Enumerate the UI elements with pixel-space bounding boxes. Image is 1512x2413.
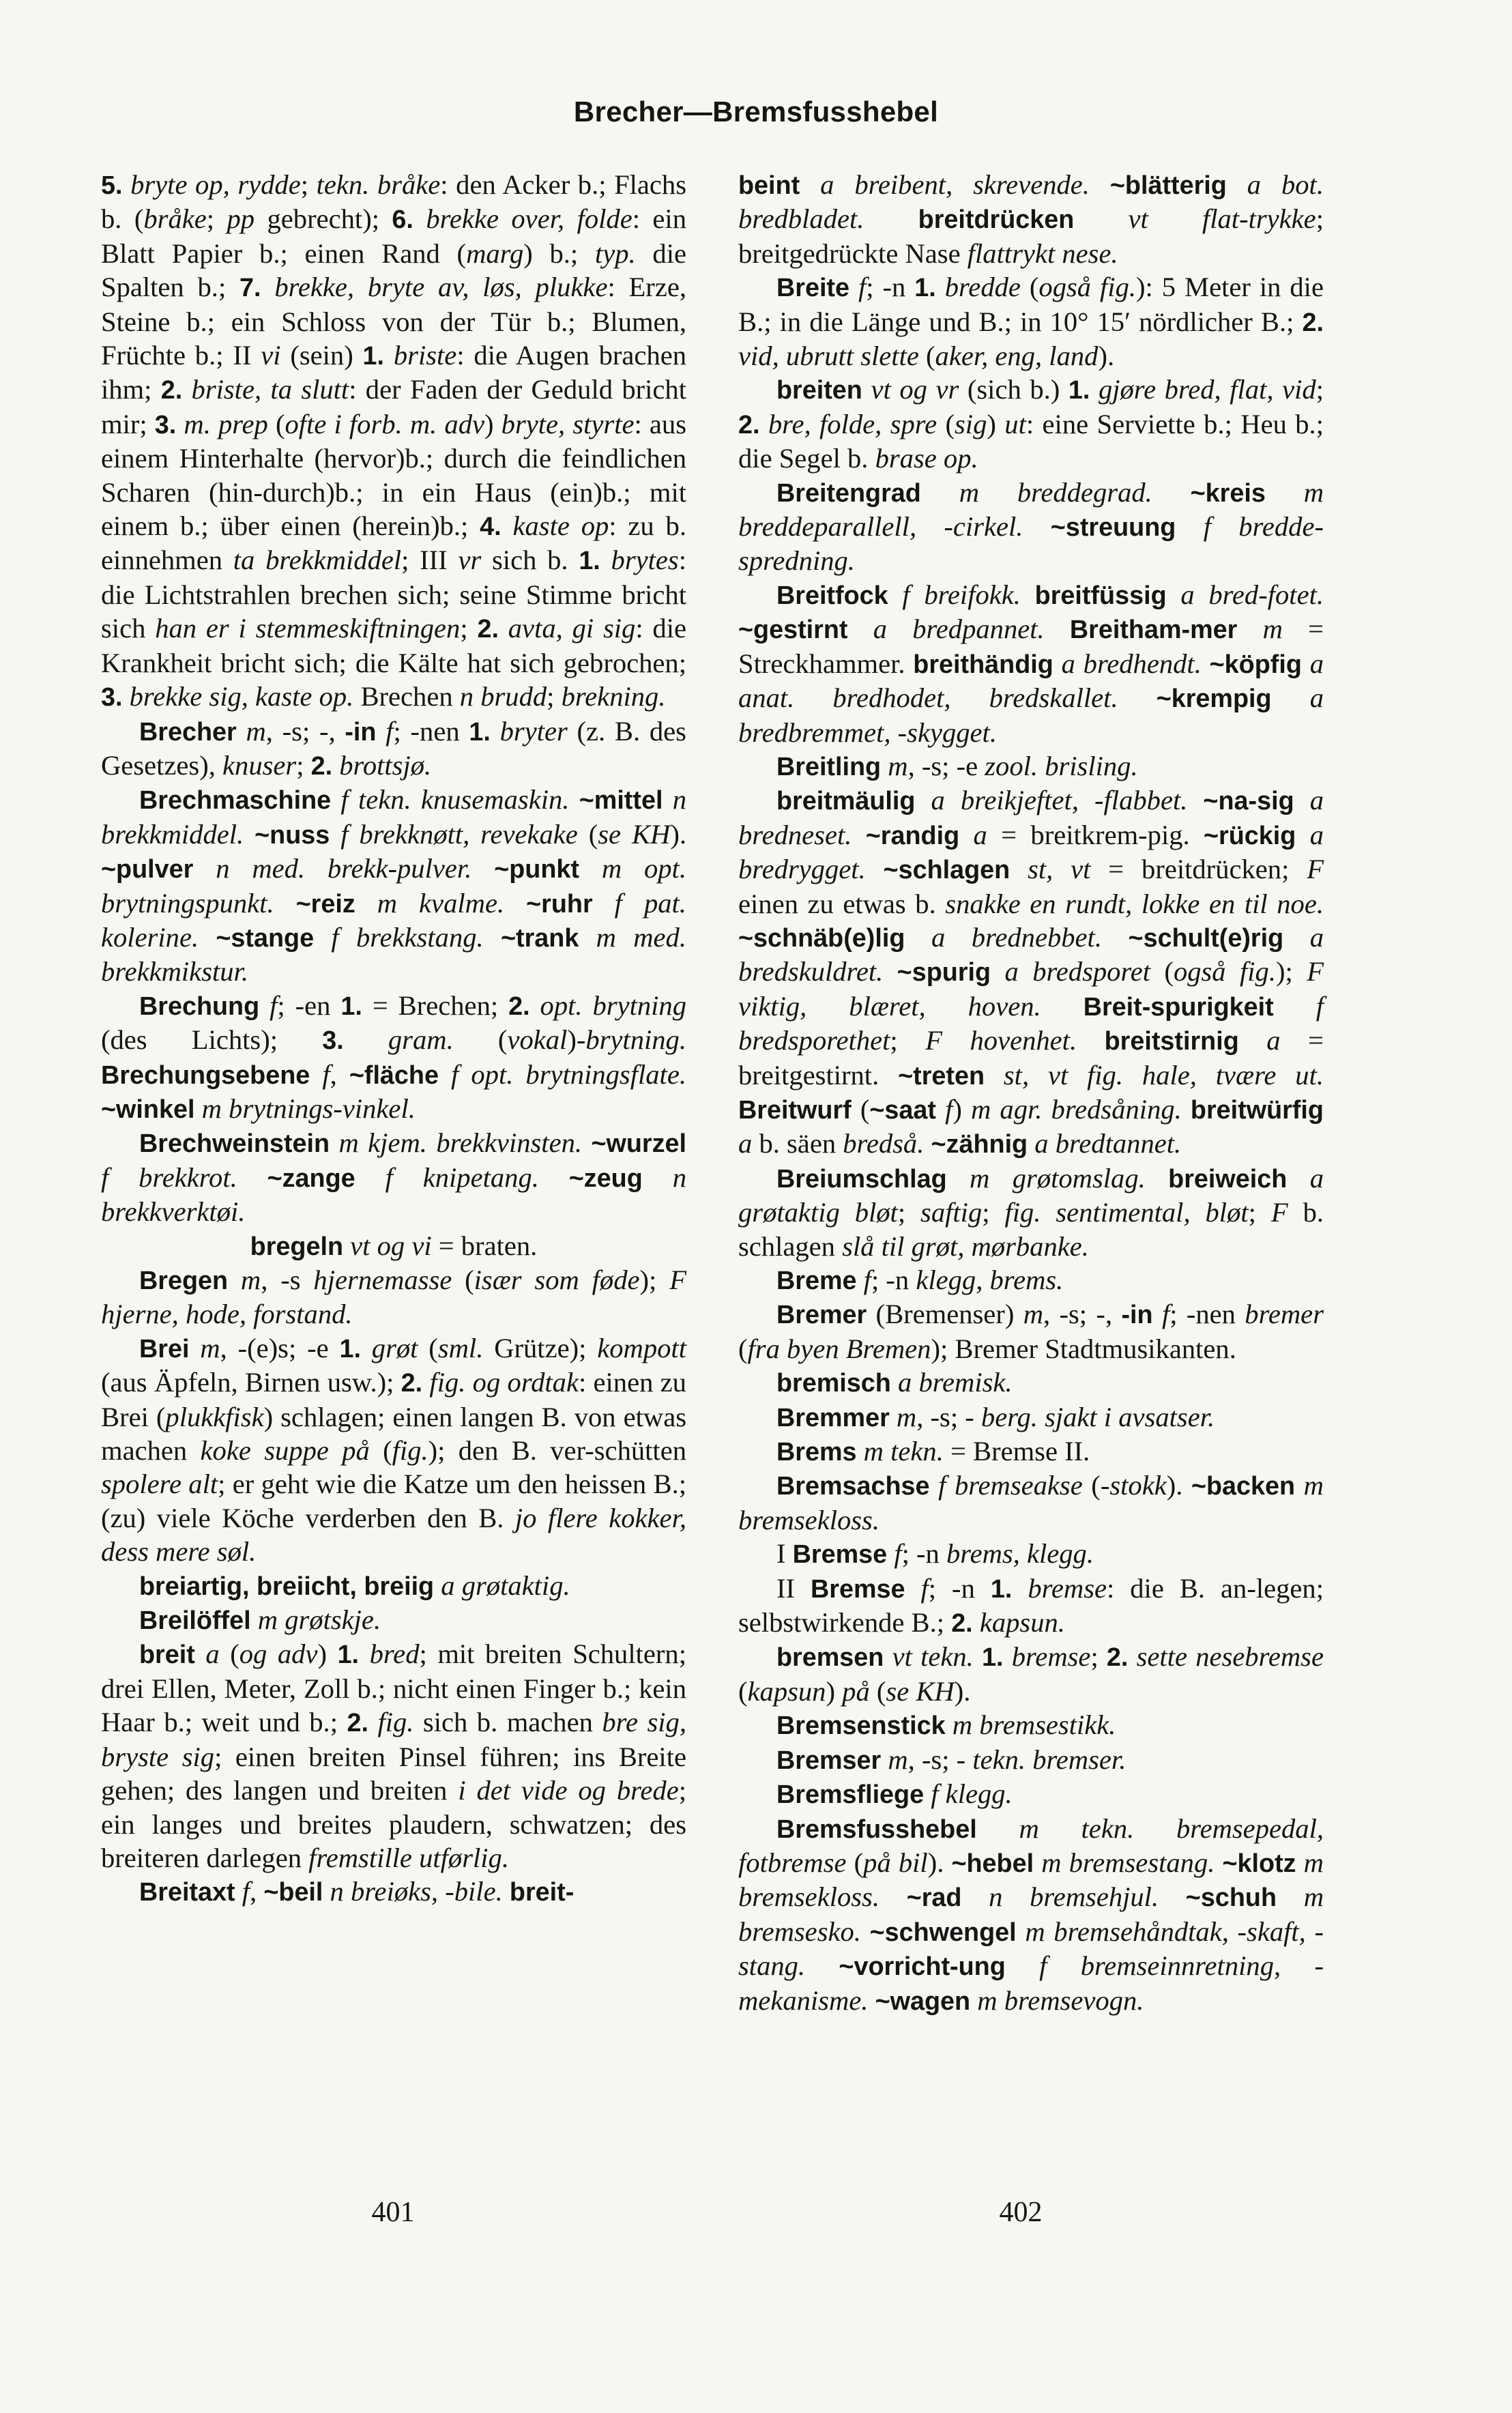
dictionary-entry: Breitfock f breifokk. breitfüssig a bred-fotet. ~gestirnt a bredpannet. Breitham-mer m = Streckhammer. breithändig a bredhendt. ~köpfig a anat. bredhodet, bredskallet. ~krempig a bredbremmet, -skygget. <box>738 579 1324 748</box>
dictionary-entry: bremisch a bremisk. <box>776 1367 1013 1398</box>
dictionary-entry: beint a breibent, skrevende. ~blätterig a bot. bredbladet. breitdrücken vt flat-trykke; breitgedrückte Nase flattrykt nese. <box>738 169 1324 269</box>
dictionary-entry: II Bremse f; -n 1. bremse: die B. an-legen; selbstwirkende B.; 2. kapsun. <box>738 1572 1324 1638</box>
dictionary-entry: breiten vt og vr (sich b.) 1. gjøre bred, flat, vid; 2. bre, folde, spre (sig) ut: eine Serviette b.; Heu b.; die Segel b. brase op. <box>738 374 1324 474</box>
dictionary-entry: Breite f; -n 1. bredde (også fig.): 5 Meter in die B.; in die Länge und B.; in 10° 15′ nördlicher B.; 2. vid, ubrutt slette (aker, eng, land). <box>738 272 1324 372</box>
dictionary-entry: I Bremse f; -n brems, klegg. <box>776 1538 1094 1570</box>
dictionary-entry: Brems m tekn. = Bremse II. <box>776 1436 1090 1467</box>
page-number-right: 402 <box>999 2197 1043 2228</box>
running-header: Brecher—Bremsfusshebel <box>573 96 939 128</box>
dictionary-entry: Bremser m, -s; - tekn. bremser. <box>776 1744 1126 1775</box>
dictionary-entry: Brechmaschine f tekn. knusemaskin. ~mittel n brekkmiddel. ~nuss f brekknøtt, revekake (se KH). ~pulver n med. brekk-pulver. ~punkt m opt. brytningspunkt. ~reiz m kvalme. ~ruhr f pat. kolerine. ~stange f brekkstang. ~trank m med. brekkmikstur. <box>101 784 686 987</box>
dictionary-entry: Breitling m, -s; -e zool. brisling. <box>776 750 1138 781</box>
dictionary-entry: breitmäulig a breikjeftet, -flabbet. ~na-sig a bredneset. ~randig a = breitkrem-pig. ~rückig a bredrygget. ~schlagen st, vt = breitdrücken; F einen zu etwas b. snakke en rundt, lokke en til noe. ~schnäb(e)lig a brednebbet. ~schult(e)rig a bredskuldret. ~spurig a bredsporet (også fig.); F viktig, blæret, hoven. Breit-spurigkeit f bredsporethet; F hovenhet. breitstirnig a = breitgestirnt. ~treten st, vt fig. hale, tvære ut. Breitwurf (~saat f) m agr. bredsåning. breitwürfig a b. säen bredså. ~zähnig a bredtannet. <box>738 785 1324 1159</box>
dictionary-entry: Bremer (Bremenser) m, -s; -, -in f; -nen bremer (fra byen Bremen); Bremer Stadtmusikanten. <box>738 1299 1324 1364</box>
dictionary-entry: Breitengrad m breddegrad. ~kreis m breddeparallell, -cirkel. ~streuung f bredde-spredning. <box>738 476 1324 577</box>
dictionary-entry: Bremsenstick m bremsestikk. <box>776 1709 1116 1741</box>
dictionary-entry: breiartig, breiicht, breiig a grøtaktig. <box>139 1570 570 1601</box>
dictionary-entry: bregeln vt og vi = braten. <box>250 1230 538 1261</box>
right-column <box>738 168 1324 2018</box>
dictionary-entry: Breitaxt f, ~beil n breiøks, -bile. breit- <box>139 1876 575 1907</box>
dictionary-entry: Brei m, -(e)s; -e 1. grøt (sml. Grütze); kompott (aus Äpfeln, Birnen usw.); 2. fig. og ordtak: einen zu Brei (plukkfisk) schlagen; einen langen B. von etwas machen koke suppe på (fig.); den B. ver-schütten spolere alt; er geht wie die Katze um den heissen B.; (zu) viele Köche verderben den B. jo flere kokker, dess mere søl. <box>101 1332 687 1567</box>
left-column <box>101 168 686 1909</box>
dictionary-entry: Bremsfliege f klegg. <box>776 1778 1013 1810</box>
dictionary-entry: Bremmer m, -s; - berg. sjakt i avsatser. <box>776 1401 1215 1432</box>
dictionary-entry: Brechweinstein m kjem. brekkvinsten. ~wurzel f brekkrot. ~zange f knipetang. ~zeug n brekkverktøi. <box>101 1127 686 1228</box>
dictionary-entry: bremsen vt tekn. 1. bremse; 2. sette nesebremse (kapsun) på (se KH). <box>738 1641 1324 1707</box>
dictionary-entry: Breme f; -n klegg, brems. <box>776 1265 1064 1295</box>
dictionary-entry: Bremsachse f bremseakse (-stokk). ~backen m bremsekloss. <box>738 1470 1324 1535</box>
dictionary-entry: Brecher m, -s; -, -in f; -nen 1. bryter (z. B. des Gesetzes), knuser; 2. brottsjø. <box>101 715 686 781</box>
page-number-left: 401 <box>371 2197 415 2228</box>
dictionary-entry: Brechung f; -en 1. = Brechen; 2. opt. brytning (des Lichts); 3. gram. (vokal)-brytning. Brechungsebene f, ~fläche f opt. brytningsflate. ~winkel m brytnings-vinkel. <box>101 989 686 1124</box>
dictionary-entry: breit a (og adv) 1. bred; mit breiten Schultern; drei Ellen, Meter, Zoll b.; nicht einen Finger b.; kein Haar b.; weit und b.; 2. fig. sich b. machen bre sig, bryste sig; einen breiten Pinsel führen; ins Breite gehen; des langen und breiten i det vide og brede; ein langes und breites plaudern, schwatzen; des breiteren darlegen fremstille utførlig. <box>101 1638 686 1873</box>
dictionary-entry: 5. bryte op, rydde; tekn. bråke: den Acker b.; Flachs b. (bråke; pp gebrecht); 6. brekke over, folde: ein Blatt Papier b.; einen Rand (marg) b.; typ. die Spalten b.; 7. brekke, bryte av, løs, plukke: Erze, Steine b.; ein Schloss von der Tür b.; Blumen, Früchte b.; II vi (sein) 1. briste: die Augen brachen ihm; 2. briste, ta slutt: der Faden der Geduld bricht mir; 3. m. prep (ofte i forb. m. adv) bryte, styrte: aus einem Hinterhalte (hervor)b.; durch die feindlichen Scharen (hin-durch)b.; in ein Haus (ein)b.; mit einem b.; über einen (herein)b.; 4. kaste op: zu b. einnehmen ta brekkmiddel; III vr sich b. 1. brytes: die Lichtstrahlen brechen sich; seine Stimme bricht sich han er i stemmeskiftningen; 2. avta, gi sig: die Krankheit bricht sich; die Kälte hat sich gebrochen; 3. brekke sig, kaste op. Brechen n brudd; brekning. <box>101 169 687 712</box>
dictionary-entry: Breilöffel m grøtskje. <box>139 1604 381 1636</box>
dictionary-entry: Breiumschlag m grøtomslag. breiweich a grøtaktig bløt; saftig; fig. sentimental, bløt; F b. schlagen slå til grøt, mørbanke. <box>738 1162 1324 1262</box>
dictionary-entry: Bremsfusshebel m tekn. bremsepedal, fotbremse (på bil). ~hebel m bremsestang. ~klotz m bremsekloss. ~rad n bremsehjul. ~schuh m bremsesko. ~schwengel m bremsehåndtak, -skaft, -stang. ~vorricht-ung f bremseinnretning, -mekanisme. ~wagen m bremsevogn. <box>738 1812 1324 2016</box>
dictionary-entry: Bregen m, -s hjernemasse (især som føde); F hjerne, hode, forstand. <box>101 1265 686 1330</box>
